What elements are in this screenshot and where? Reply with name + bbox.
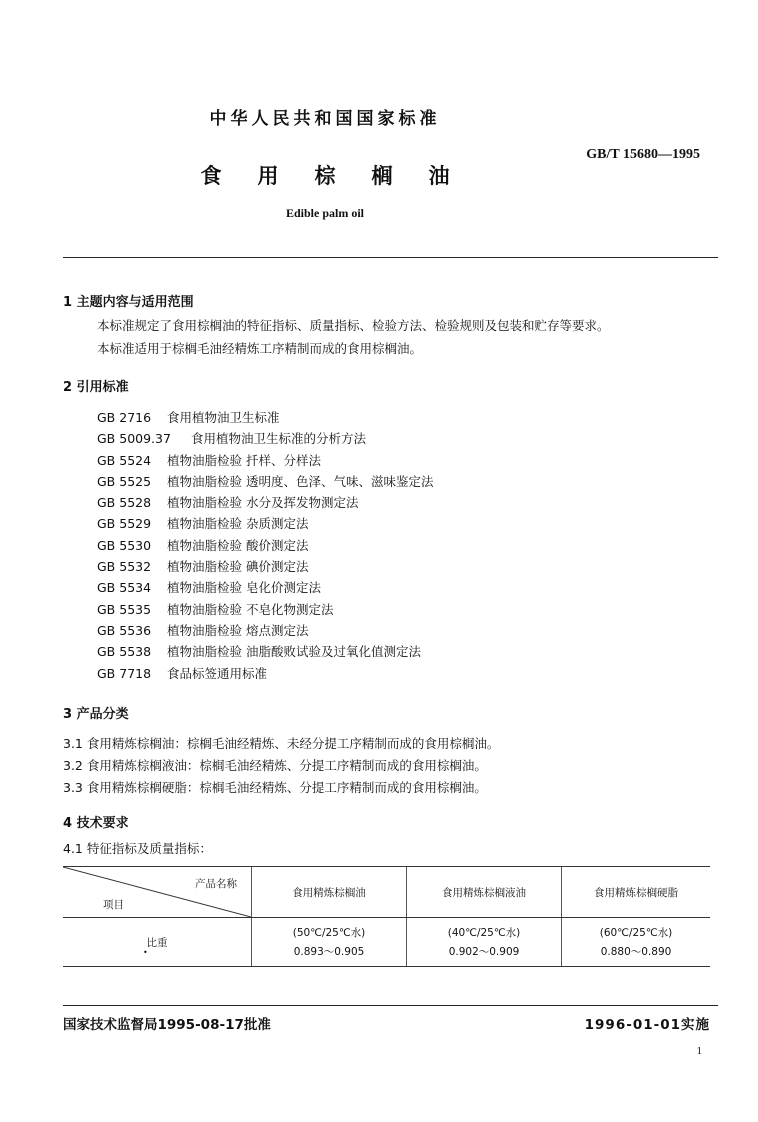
reference-title: 食用植物油卫生标准 (167, 410, 280, 425)
table-cell (252, 918, 407, 967)
row-label-cell (63, 918, 252, 967)
reference-title: 植物油脂检验 皂化价测定法 (167, 580, 321, 596)
reference-code: GB 7718 (97, 665, 152, 681)
reference-item (97, 556, 433, 577)
reference-item (97, 663, 433, 684)
row-label: 比重 (146, 936, 168, 949)
reference-code: GB 2716 (97, 410, 152, 425)
reference-item (97, 620, 433, 641)
table-cell (562, 918, 711, 967)
section-3-item-1: 3.1 食用精炼棕榈油：棕榈毛油经精炼、未经分提工序精制而成的食用棕榈油。 (63, 736, 500, 751)
approval-note: 国家技术监督局1995-08-17批准 (63, 1017, 271, 1033)
reference-title: 食用植物油卫生标准的分析方法 (191, 431, 367, 447)
table-cell (407, 918, 562, 967)
document-title: 食用棕榈油 (200, 164, 486, 188)
reference-item (97, 599, 433, 620)
document-title-english: Edible palm oil (285, 206, 365, 220)
effective-date: 1996-01-01实施 (584, 1017, 710, 1033)
reference-code: GB 5530 (97, 537, 152, 553)
section-1-heading: 1 主题内容与适用范围 (63, 295, 194, 310)
table-row (63, 918, 710, 967)
section-4-1-heading: 4.1 特征指标及质量指标： (63, 841, 212, 856)
reference-title: 植物油脂检验 水分及挥发物测定法 (167, 495, 359, 511)
section-3-item-3: 3.3 食用精炼棕榈硬脂：棕榈毛油经精炼、分提工序精制而成的食用棕榈油。 (63, 780, 487, 795)
reference-code: GB 5534 (97, 580, 152, 596)
reference-code: GB 5535 (97, 601, 152, 617)
page-number: 1 (696, 1045, 702, 1057)
cell-condition: (40℃/25℃水) (447, 927, 521, 939)
cell-range: 0.902～0.909 (448, 946, 520, 958)
reference-title: 植物油脂检验 不皂化物测定法 (167, 601, 334, 617)
reference-list (97, 407, 433, 684)
spec-table (63, 866, 710, 967)
reference-code: GB 5009.37 (97, 431, 171, 447)
reference-title: 植物油脂检验 碘价测定法 (167, 559, 309, 575)
standard-code: GB/T 15680—1995 (586, 147, 700, 162)
reference-item (97, 492, 433, 513)
reference-item (97, 407, 433, 428)
national-standard-heading: 中华人民共和国国家标准 (209, 109, 441, 129)
reference-title: 食品标签通用标准 (167, 665, 268, 681)
section-1-paragraph-1: 本标准规定了食用棕榈油的特征指标、质量指标、检验方法、检验规则及包装和贮存等要求。 (97, 318, 610, 333)
table-header-row (63, 867, 710, 918)
section-3-item-2: 3.2 食用精炼棕榈液油：棕榈毛油经精炼、分提工序精制而成的食用棕榈油。 (63, 758, 487, 773)
reference-item (97, 450, 433, 471)
cell-condition: (60℃/25℃水) (599, 927, 673, 939)
cell-range: 0.880～0.890 (600, 946, 672, 958)
bottom-rule (63, 1005, 718, 1006)
top-rule (63, 257, 718, 258)
reference-item (97, 428, 433, 449)
column-header: 食用精炼棕榈硬脂 (562, 867, 711, 918)
reference-title: 植物油脂检验 酸价测定法 (167, 537, 309, 553)
section-1-paragraph-2: 本标准适用于棕榈毛油经精炼工序精制而成的食用棕榈油。 (97, 341, 423, 356)
cell-condition: (50℃/25℃水) (292, 927, 366, 939)
table-corner-cell (63, 867, 252, 918)
section-2-heading: 2 引用标准 (63, 380, 129, 395)
corner-label-product: 产品名称 (195, 878, 237, 890)
reference-item (97, 471, 433, 492)
reference-item (97, 641, 433, 662)
column-header: 食用精炼棕榈液油 (407, 867, 562, 918)
reference-title: 植物油脂检验 杂质测定法 (167, 516, 309, 532)
section-3-heading: 3 产品分类 (63, 707, 129, 722)
reference-code: GB 5529 (97, 516, 152, 532)
diagonal-line (63, 867, 251, 917)
reference-code: GB 5525 (97, 473, 152, 489)
section-4-heading: 4 技术要求 (63, 816, 129, 831)
corner-label-item: 项目 (103, 899, 124, 911)
reference-title: 植物油脂检验 透明度、色泽、气味、滋味鉴定法 (167, 473, 434, 489)
column-header: 食用精炼棕榈油 (252, 867, 407, 918)
row-mark: • (143, 948, 148, 957)
cell-range: 0.893～0.905 (293, 946, 365, 958)
reference-title: 植物油脂检验 扦样、分样法 (167, 452, 321, 468)
reference-code: GB 5538 (97, 644, 152, 660)
reference-item (97, 513, 433, 534)
reference-code: GB 5536 (97, 622, 152, 638)
reference-code: GB 5524 (97, 452, 152, 468)
reference-item (97, 535, 433, 556)
reference-title: 植物油脂检验 熔点测定法 (167, 622, 309, 638)
reference-code: GB 5528 (97, 495, 152, 511)
reference-item (97, 577, 433, 598)
reference-code: GB 5532 (97, 559, 152, 575)
reference-title: 植物油脂检验 油脂酸败试验及过氧化值测定法 (167, 644, 421, 660)
